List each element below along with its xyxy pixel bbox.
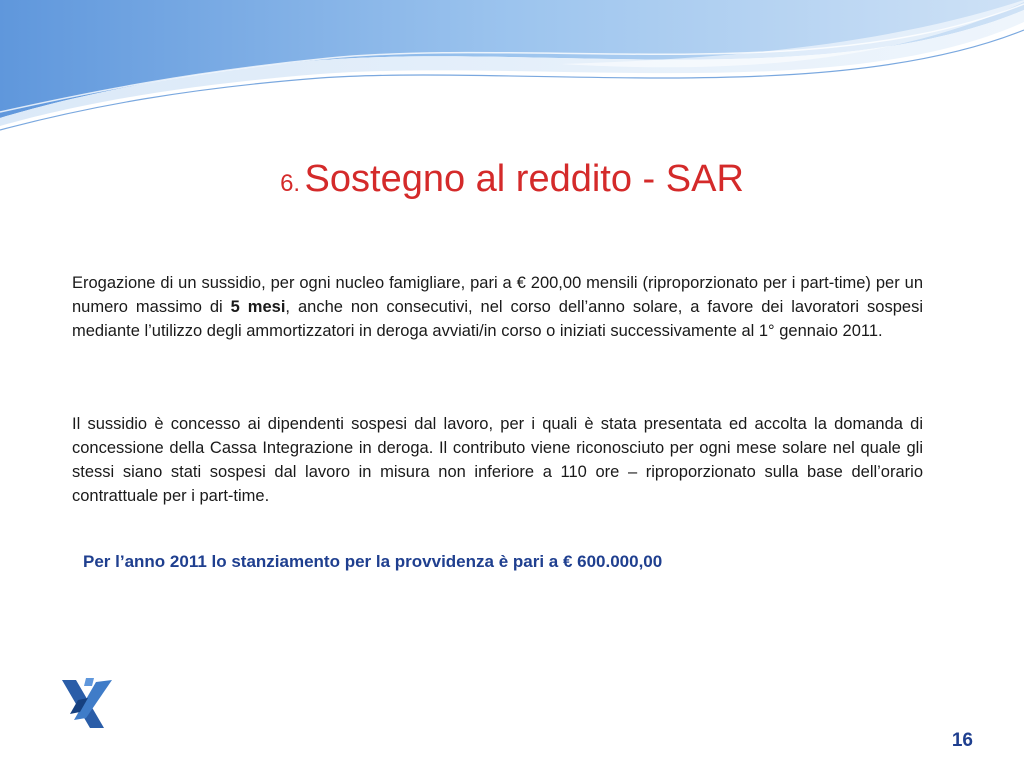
title-text: Sostegno al reddito - SAR <box>304 158 744 200</box>
paragraph-1 <box>72 271 923 343</box>
paragraph-1-text-start: Erogazione di un sussidio, per ogni nucleo famigliare, pari a € 200,00 mensili (riproporzionato per i part-time) per un numero massimo di <box>72 274 923 316</box>
paragraph-1-bold-text: 5 mesi <box>230 298 286 316</box>
institution-logo-icon <box>56 676 116 732</box>
header-wave-decoration <box>0 0 1024 140</box>
paragraph-1-text-end: , anche non consecutivi, nel corso dell’anno solare, a favore dei lavoratori sospesi mediante l’utilizzo degli ammortizzatori in deroga avviati/in corso o iniziati successivamente al 1° gennaio 2011. <box>72 298 923 340</box>
page-number: 16 <box>951 730 973 751</box>
paragraph-2: Il sussidio è concesso ai dipendenti sospesi dal lavoro, per i quali è stata presentata ed accolta la domanda di concessione della Cassa Integrazione in deroga. Il contributo viene riconosciuto per ogni mese solare nel quale gli stessi siano stati sospesi dal lavoro in misura non inferiore a 110 ore – riproporzionato sulla base dell’orario contrattuale per i part-time. <box>72 415 923 505</box>
slide-title <box>0 158 1024 201</box>
funding-highlight: Per l’anno 2011 lo stanziamento per la provvidenza è pari a € 600.000,00 <box>83 552 663 571</box>
title-number: 6. <box>280 170 301 197</box>
